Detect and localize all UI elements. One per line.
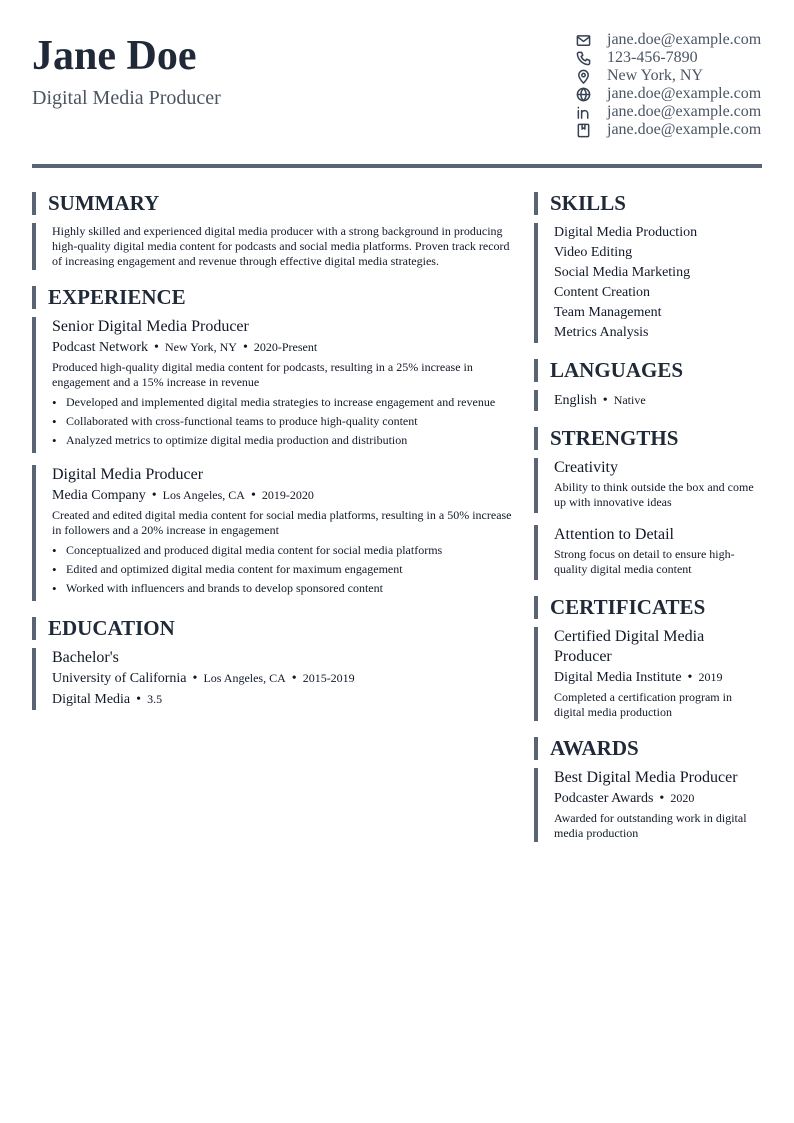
contact-portfolio-text: jane.doe@example.com xyxy=(607,121,762,138)
resume-header xyxy=(32,30,762,142)
job-bullet: • Collaborated with cross-functional teams to produce high-quality content xyxy=(52,412,512,431)
field-of-study: Digital Media xyxy=(52,692,131,707)
languages-heading: LANGUAGES xyxy=(534,359,762,382)
job-bullets xyxy=(52,541,512,598)
skills-heading: SKILLS xyxy=(534,192,762,215)
strengths-section xyxy=(534,427,762,580)
bookmark-icon xyxy=(575,122,591,138)
job-bullet: • Edited and optimized digital media content for maximum engagement xyxy=(52,560,512,579)
award-entry: Best Digital Media Producer Podcaster Awards • 2020 Awarded for outstanding work in digital media production xyxy=(534,768,762,842)
contact-email[interactable] xyxy=(575,31,762,49)
certificate-description: Completed a certification program in digital media production xyxy=(554,690,732,719)
certificates-section xyxy=(534,596,762,721)
certificates-heading: CERTIFICATES xyxy=(534,596,762,619)
job-bullet: • Worked with influencers and brands to develop sponsored content xyxy=(52,579,512,598)
job-bullet: • Developed and implemented digital media strategies to increase engagement and revenue xyxy=(52,393,512,412)
certificate-issuer: Digital Media Institute xyxy=(554,670,682,685)
award-year: 2020 xyxy=(670,791,695,805)
contact-linkedin[interactable] xyxy=(575,103,762,121)
certificate-year: 2019 xyxy=(698,670,723,684)
job-description: Produced high-quality digital media content for podcasts, resulting in a 25% increase in engagement and a 15% increase in revenue xyxy=(52,360,473,389)
languages-section xyxy=(534,359,762,411)
strengths-heading: STRENGTHS xyxy=(534,427,762,450)
summary-text: Highly skilled and experienced digital media producer with a strong background in producing high-quality digital media content for podcasts and social media platforms. Proven track record of increasing engagement and revenue through effective digital media strategies. xyxy=(52,224,510,268)
contact-website[interactable] xyxy=(575,85,762,103)
strength-description: Strong focus on detail to ensure high-quality digital media content xyxy=(554,547,735,576)
candidate-title: Digital Media Producer xyxy=(32,87,221,109)
contact-portfolio[interactable] xyxy=(575,121,762,139)
job-title: Digital Media Producer xyxy=(52,466,204,483)
education-heading: EDUCATION xyxy=(32,617,512,640)
award-issuer: Podcaster Awards xyxy=(554,791,654,806)
language-name: English xyxy=(554,393,597,408)
experience-entry xyxy=(32,465,512,601)
strength-entry xyxy=(534,458,762,513)
linkedin-icon xyxy=(575,104,591,120)
contact-linkedin-text: jane.doe@example.com xyxy=(607,103,762,120)
strength-description: Ability to think outside the box and come up with innovative ideas xyxy=(554,480,754,509)
contact-phone[interactable] xyxy=(575,49,762,67)
skill-item: Video Editing xyxy=(554,245,633,260)
skills-list xyxy=(534,223,762,343)
skills-section xyxy=(534,192,762,343)
school: University of California xyxy=(52,671,187,686)
skill-item: Digital Media Production xyxy=(554,225,698,240)
job-description: Created and edited digital media content for social media platforms, resulting in a 50% increase in followers and a 20% increase in engagement xyxy=(52,508,512,537)
awards-heading: AWARDS xyxy=(534,737,762,760)
summary-section xyxy=(32,192,512,270)
award-title: Best Digital Media Producer xyxy=(554,769,738,786)
strength-title: Creativity xyxy=(554,459,618,476)
skill-item: Social Media Marketing xyxy=(554,265,691,280)
strength-title: Attention to Detail xyxy=(554,526,674,543)
candidate-name: Jane Doe xyxy=(32,33,197,79)
contact-phone-text: 123-456-7890 xyxy=(607,49,698,66)
mail-icon xyxy=(575,32,591,48)
side-column xyxy=(534,192,762,858)
experience-section xyxy=(32,286,512,601)
phone-icon xyxy=(575,50,591,66)
skill-item: Team Management xyxy=(554,305,662,320)
award-description: Awarded for outstanding work in digital media production xyxy=(554,811,747,840)
strength-entry xyxy=(534,525,762,580)
education-dates: 2015-2019 xyxy=(302,671,355,685)
school-location: Los Angeles, CA xyxy=(203,671,286,685)
certificate-title: Certified Digital Media Producer xyxy=(554,628,705,665)
job-location: Los Angeles, CA xyxy=(162,488,245,502)
job-meta: Podcast Network • New York, NY • 2020-Present xyxy=(52,340,318,355)
gpa: 3.5 xyxy=(147,692,163,706)
language-entry: English • Native xyxy=(534,390,762,411)
contact-list xyxy=(575,31,762,139)
contact-location-text: New York, NY xyxy=(607,67,704,84)
job-meta: Media Company • Los Angeles, CA • 2019-2020 xyxy=(52,488,314,503)
experience-entry xyxy=(32,317,512,453)
education-meta: University of California • Los Angeles, CA • 2015-2019 xyxy=(52,671,355,686)
degree: Bachelor's xyxy=(52,649,119,666)
job-location: New York, NY xyxy=(164,340,237,354)
certificate-entry: Certified Digital Media Producer Digital Media Institute • 2019 Completed a certification program in digital media production xyxy=(534,627,762,721)
job-company: Podcast Network xyxy=(52,340,149,355)
awards-section xyxy=(534,737,762,842)
location-pin-icon xyxy=(575,68,591,84)
contact-email-text: jane.doe@example.com xyxy=(607,31,762,48)
skill-item: Metrics Analysis xyxy=(554,325,649,340)
education-entry xyxy=(32,648,512,710)
job-dates: 2019-2020 xyxy=(261,488,314,502)
job-dates: 2020-Present xyxy=(253,340,318,354)
job-title: Senior Digital Media Producer xyxy=(52,318,249,335)
education-section xyxy=(32,617,512,710)
globe-icon xyxy=(575,86,591,102)
contact-location xyxy=(575,67,762,85)
education-field-row: Digital Media • 3.5 xyxy=(52,692,163,707)
job-bullet: • Conceptualized and produced digital media content for social media platforms xyxy=(52,541,512,560)
job-bullet: • Analyzed metrics to optimize digital media production and distribution xyxy=(52,431,512,450)
job-company: Media Company xyxy=(52,488,146,503)
skill-item: Content Creation xyxy=(554,285,651,300)
header-divider xyxy=(32,164,762,168)
contact-website-text: jane.doe@example.com xyxy=(607,85,762,102)
language-level: Native xyxy=(613,393,646,407)
job-bullets xyxy=(52,393,512,450)
summary-heading: SUMMARY xyxy=(32,192,512,215)
main-column xyxy=(32,192,512,726)
experience-heading: EXPERIENCE xyxy=(32,286,512,309)
